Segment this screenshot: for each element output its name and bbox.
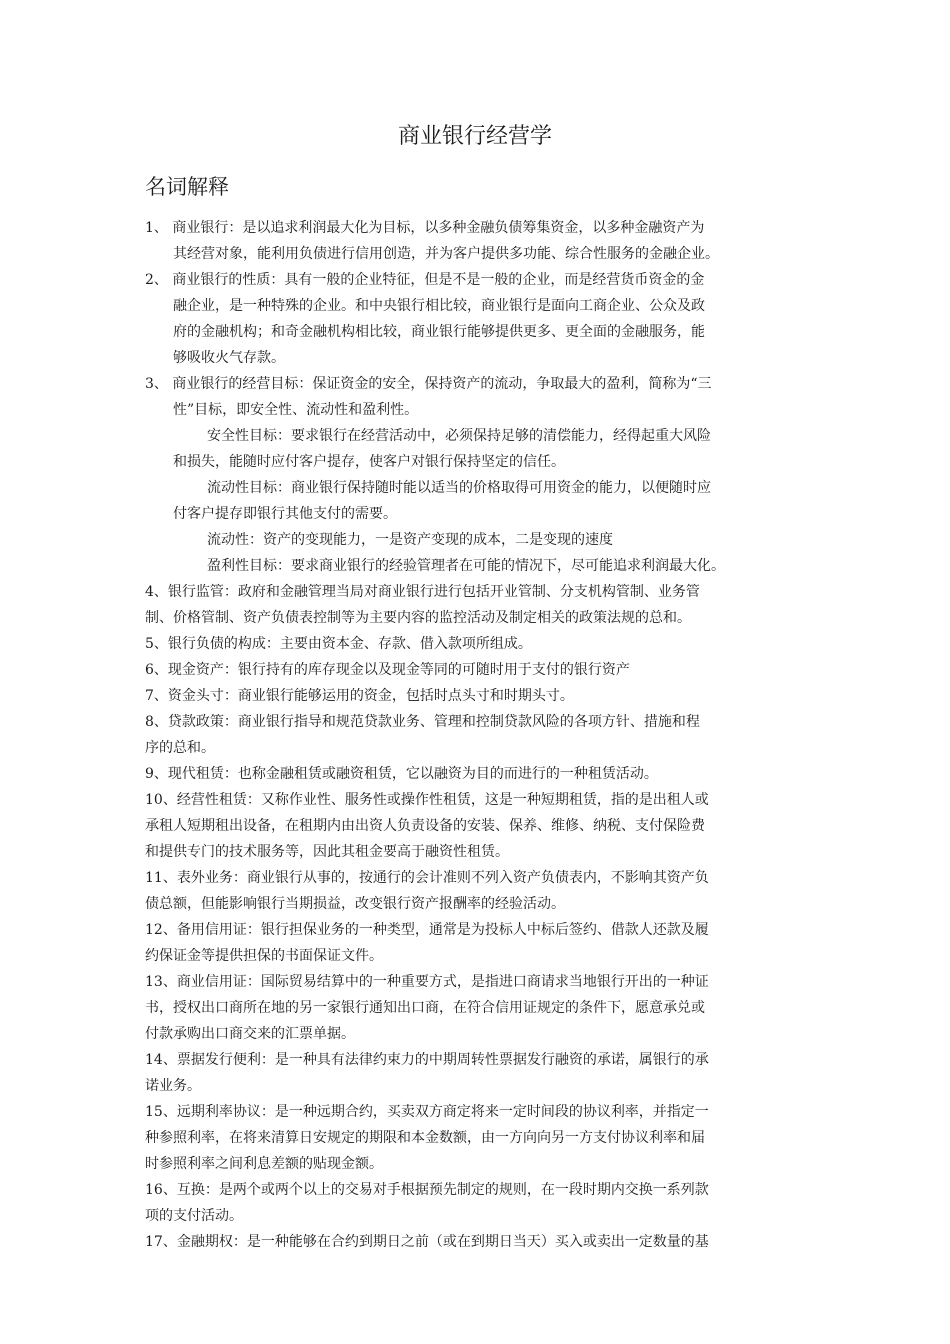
text-line: 流动性：资产的变现能力，一是资产变现的成本，二是变现的速度 — [207, 532, 613, 548]
text-line: 13、商业信用证：国际贸易结算中的一种重要方式，是指进口商请求当地银行开出的一种证 — [145, 974, 709, 990]
text-line: 安全性目标：要求银行在经营活动中，必须保持足够的清偿能力，经得起重大风险 — [207, 428, 711, 444]
text-line: 4、银行监管：政府和金融管理当局对商业银行进行包括开业管制、分支机构管制、业务管 — [145, 584, 700, 600]
text-line: 其经营对象，能利用负债进行信用创造，并为客户提供多功能、综合性服务的金融企业。 — [173, 246, 719, 262]
text-line: 17、金融期权：是一种能够在合约到期日之前（或在到期日当天）买入或卖出一定数量的基 — [145, 1234, 709, 1250]
text-line: 序的总和。 — [145, 740, 215, 756]
text-line: 府的金融机构；和奇金融机构相比较，商业银行能够提供更多、更全面的金融服务，能 — [173, 324, 705, 340]
text-line: 种参照利率，在将来清算日安规定的期限和本金数额，由一方向向另一方支付协议利率和届 — [145, 1130, 705, 1146]
document-title: 商业银行经营学 — [397, 124, 552, 149]
document-body — [145, 215, 810, 1255]
text-line: 3、 商业银行的经营目标：保证资金的安全，保持资产的流动，争取最大的盈利，简称为“三 — [145, 376, 712, 392]
text-line: 12、备用信用证：银行担保业务的一种类型，通常是为投标人中标后签约、借款人还款及履 — [145, 922, 709, 938]
text-line: 盈利性目标：要求商业银行的经验管理者在可能的情况下，尽可能追求利润最大化。 — [207, 558, 725, 574]
text-line: 付款承购出口商交来的汇票单据。 — [145, 1026, 355, 1042]
text-line: 融企业，是一种特殊的企业。和中央银行相比较，商业银行是面向工商企业、公众及政 — [173, 298, 705, 314]
text-line: 和提供专门的技术服务等，因此其租金要高于融资性租赁。 — [145, 844, 509, 860]
text-line: 承租人短期租出设备，在租期内由出资人负责设备的安装、保养、维修、纳税、支付保险费 — [145, 818, 705, 834]
text-line: 时参照利率之间利息差额的贴现金额。 — [145, 1156, 383, 1172]
text-line: 8、贷款政策：商业银行指导和规范贷款业务、管理和控制贷款风险的各项方针、措施和程 — [145, 714, 700, 730]
text-line: 制、价格管制、资产负债表控制等为主要内容的监控活动及制定相关的政策法规的总和。 — [145, 610, 691, 626]
text-line: 付客户提存即银行其他支付的需要。 — [173, 506, 397, 522]
text-line: 10、经营性租赁：又称作业性、服务性或操作性租赁，这是一种短期租赁，指的是出租人或 — [145, 792, 709, 808]
text-line: 5、银行负债的构成：主要由资本金、存款、借入款项所组成。 — [145, 636, 532, 652]
text-line: 书，授权出口商所在地的另一家银行通知出口商，在符合信用证规定的条件下，愿意承兑或 — [145, 1000, 705, 1016]
text-line: 2、 商业银行的性质：具有一般的企业特征，但是不是一般的企业，而是经营货币资金的金 — [145, 272, 705, 288]
text-line: 债总额，但能影响银行当期损益，改变银行资产报酬率的经验活动。 — [145, 896, 565, 912]
text-line: 9、现代租赁：也称金融租赁或融资租赁，它以融资为目的而进行的一种租赁活动。 — [145, 766, 658, 782]
section-heading: 名词解释 — [145, 175, 229, 199]
text-line: 1、 商业银行：是以追求利润最大化为目标，以多种金融负债筹集资金，以多种金融资产为 — [145, 220, 705, 236]
text-line: 诺业务。 — [145, 1078, 201, 1094]
text-line: 15、远期利率协议：是一种远期合约，买卖双方商定将来一定时间段的协议利率，并指定一 — [145, 1104, 709, 1120]
text-line: 6、现金资产：银行持有的库存现金以及现金等同的可随时用于支付的银行资产 — [145, 662, 630, 678]
text-line: 11、表外业务：商业银行从事的，按通行的会计准则不列入资产负债表内，不影响其资产负 — [145, 870, 709, 886]
text-line: 约保证金等提供担保的书面保证文件。 — [145, 948, 383, 964]
text-line: 流动性目标：商业银行保持随时能以适当的价格取得可用资金的能力，以便随时应 — [207, 480, 711, 496]
text-line: 7、资金头寸：商业银行能够运用的资金，包括时点头寸和时期头寸。 — [145, 688, 574, 704]
text-line: 14、票据发行便利：是一种具有法律约束力的中期周转性票据发行融资的承诺，属银行的承 — [145, 1052, 709, 1068]
text-line: 够吸收火气存款。 — [173, 350, 285, 366]
text-line: 性”目标，即安全性、流动性和盈利性。 — [173, 402, 419, 418]
text-line: 和损失，能随时应付客户提存，使客户对银行保持坚定的信任。 — [173, 454, 565, 470]
text-line: 项的支付活动。 — [145, 1208, 243, 1224]
text-line: 16、互换：是两个或两个以上的交易对手根据预先制定的规则，在一段时期内交换一系列款 — [145, 1182, 709, 1198]
